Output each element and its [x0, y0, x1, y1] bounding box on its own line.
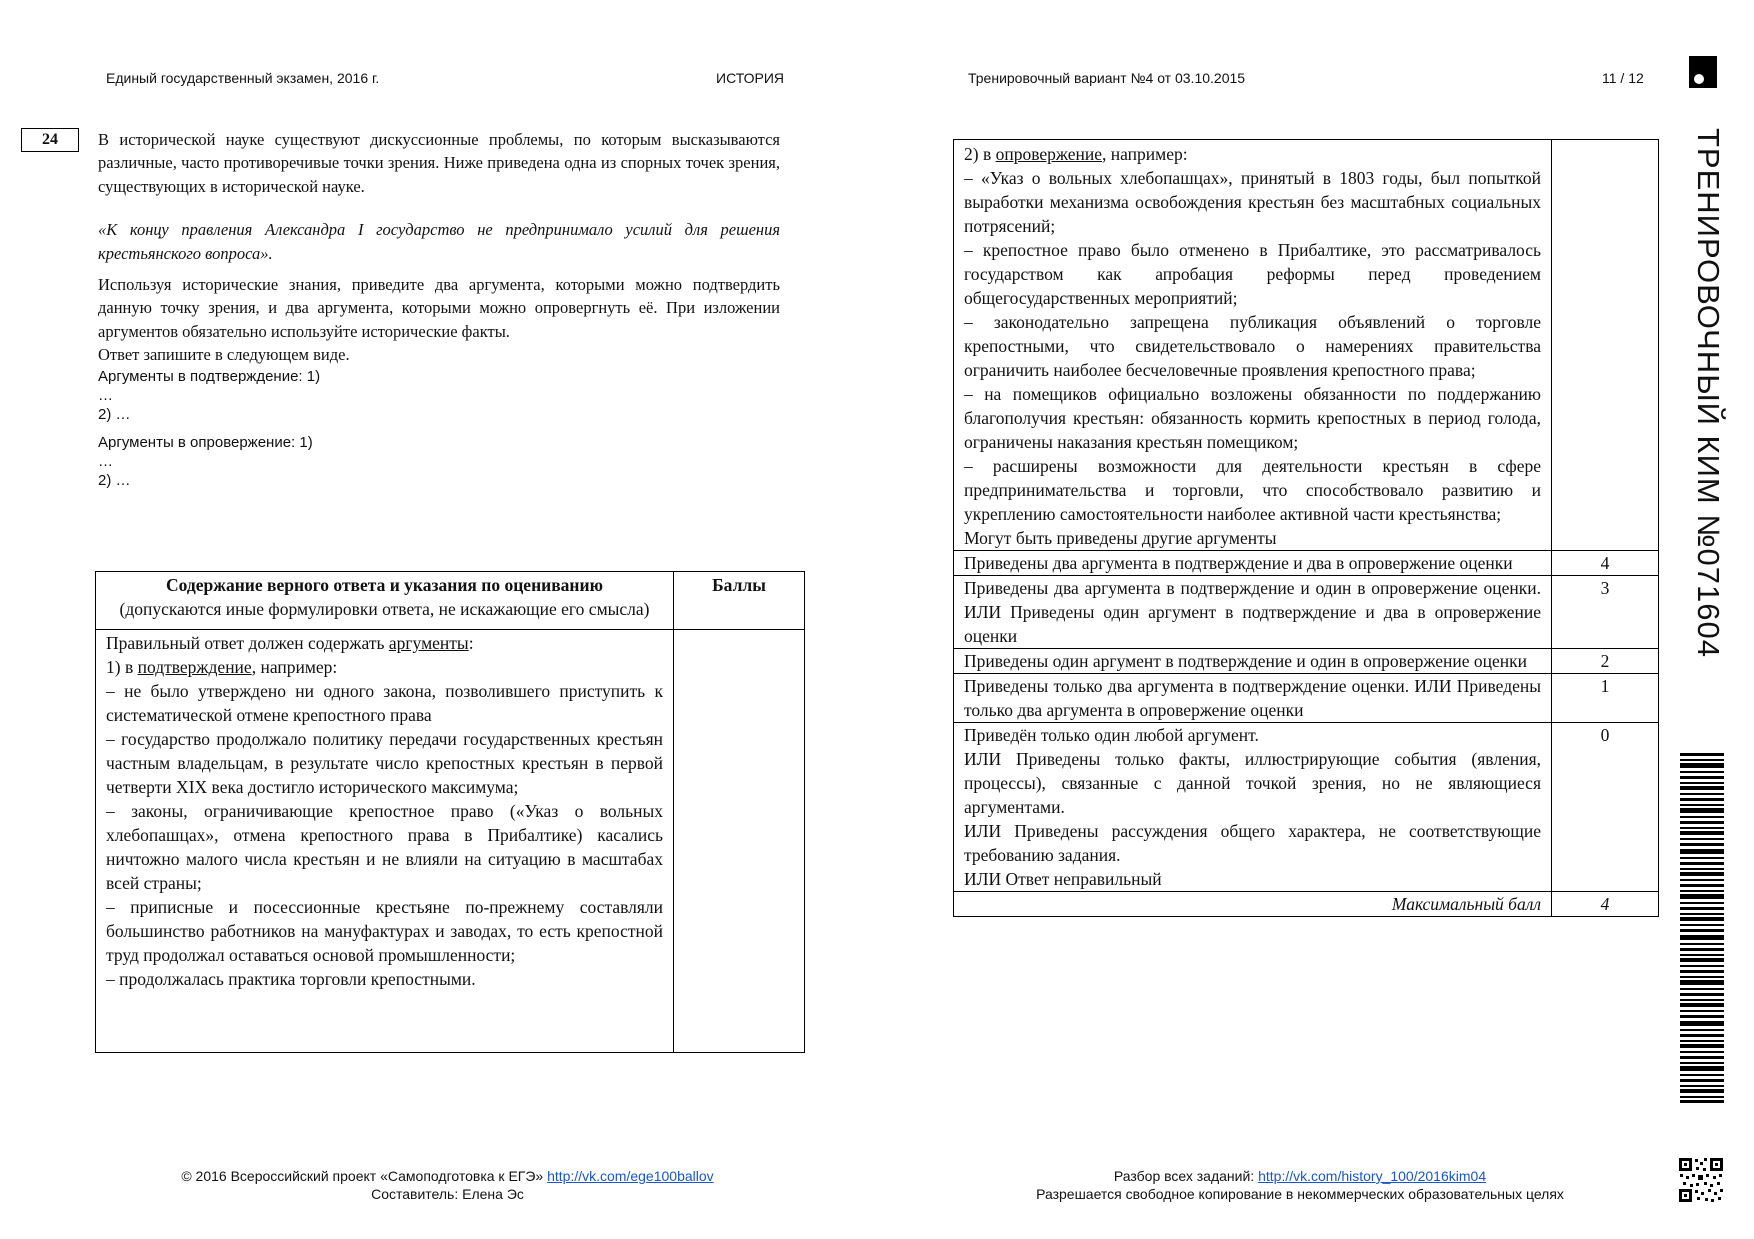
table-row	[954, 649, 1659, 674]
header-exam: Единый государственный экзамен, 2016 г.	[106, 70, 380, 86]
score-points: 2	[1552, 649, 1659, 674]
refute-item-2: 2) …	[98, 471, 131, 489]
score-criterion: Приведены два аргумента в подтверждение и два в опровержение оценки	[954, 551, 1552, 576]
table-header-content	[96, 572, 674, 630]
table-row	[954, 576, 1659, 649]
confirm-item-2: 2) …	[98, 405, 131, 423]
footer-right	[1020, 1167, 1580, 1203]
footer-copy-note: Разрешается свободное копирование в некоммерческих образовательных целях	[1036, 1186, 1564, 1202]
max-score-value: 4	[1552, 892, 1659, 917]
header-subject: ИСТОРИЯ	[716, 70, 785, 86]
header-note-text: (допускаются иные формулировки ответа, не искажающие его смысла)	[119, 599, 650, 619]
table-row	[954, 140, 1659, 551]
header-page-number: 11 / 12	[1602, 70, 1644, 86]
header-variant: Тренировочный вариант №4 от 03.10.2015	[968, 70, 1246, 86]
score-criterion: Приведены один аргумент в подтверждение и один в опровержение оценки	[954, 649, 1552, 674]
table-row	[954, 551, 1659, 576]
list-item: – продолжалась практика торговли крепостными.	[106, 969, 476, 990]
answer-content-cell	[96, 630, 674, 1053]
table-header-row	[96, 572, 805, 630]
task-answer-format: Ответ запишите в следующем виде.	[98, 345, 350, 365]
footer-link-vk-history[interactable]: http://vk.com/history_100/2016kim04	[1258, 1168, 1487, 1184]
list-item: – не было утверждено ни одного закона, позволившего приступить к систематической отмене крепостного права	[106, 681, 663, 726]
list-item: – «Указ о вольных хлебопашцах», принятый в 1803 годы, был попыткой выработки механизма освобождения крестьян без масштабных социальных потрясений;	[964, 168, 1541, 236]
score-points: 1	[1552, 674, 1659, 723]
footer-left	[160, 1167, 735, 1203]
refute-ellipsis: …	[98, 452, 113, 470]
grading-table-right	[953, 139, 1659, 917]
list-item: – государство продолжало политику передачи государственных крестьян частным владельцам, в результате число крепостных крестьян в первой четверти XIX века достигло исторического максимума;	[106, 729, 663, 798]
list-item: – расширены возможности для деятельности крестьян в сфере предпринимательства и торговли, что способствовало развитию и укреплению самостоятельности наиболее активной части крестьянства;	[964, 456, 1541, 524]
footer-link-vk-ege[interactable]: http://vk.com/ege100ballov	[547, 1168, 714, 1184]
task-instruction: Используя исторические знания, приведите два аргумента, которыми можно подтвердить данную точку зрения, и два аргумента, которыми можно опровергнуть её. При изложении аргументов обязательно используйте исторические факты.	[98, 275, 780, 341]
list-item: – на помещиков официально возложены обязанности по поддержанию благополучия крестьян: обязанность кормить крепостных в период голода, ограничены наказания крестьян помещиком;	[964, 384, 1541, 452]
barcode-icon	[1680, 753, 1724, 1103]
list-item: – законы, ограничивающие крепостное право («Указ о вольных хлебопашцах», отмена крепостного права в Прибалтике) касались ничтожно малого числа крестьян и не влияли на ситуацию в масштабах всей страны;	[106, 801, 663, 894]
other-arguments-note: Могут быть приведены другие аргументы	[964, 528, 1277, 548]
confirm-heading: 1) в подтверждение, например:	[106, 657, 338, 678]
refute-content-cell	[954, 140, 1552, 551]
task-body	[98, 128, 780, 491]
refute-heading: 2) в опровержение, например:	[964, 144, 1188, 164]
footer-copyright: © 2016 Всероссийский проект «Самоподготовка к ЕГЭ»	[181, 1168, 544, 1184]
corner-mark-icon	[1689, 56, 1717, 88]
table-row	[954, 723, 1659, 892]
confirm-ellipsis: …	[98, 386, 113, 404]
task-quote: «К концу правления Александра I государство не предпринимало усилий для решения крестьянского вопроса».	[98, 220, 780, 263]
qr-code-icon	[1678, 1157, 1724, 1203]
content-intro: Правильный ответ должен содержать аргументы:	[106, 633, 474, 654]
table-row-max	[954, 892, 1659, 917]
table-row	[96, 630, 805, 1053]
confirm-label: Аргументы в подтверждение: 1)	[98, 367, 321, 385]
points-cell-empty	[674, 630, 805, 1053]
footer-solutions-label: Разбор всех заданий:	[1113, 1168, 1255, 1184]
header-bold-text: Содержание верного ответа и указания по оцениванию	[166, 575, 603, 595]
grading-table-left	[95, 571, 805, 1053]
score-criterion: Приведены два аргумента в подтверждение и один в опровержение оценки. ИЛИ Приведены один аргумент в подтверждение и два в опровержение оценки	[954, 576, 1552, 649]
list-item: – законодательно запрещена публикация объявлений о торговле крепостными, что свидетельствовало о намерениях правительства ограничить наиболее бесчеловечные проявления крепостного права;	[964, 312, 1541, 380]
points-cell-empty	[1552, 140, 1659, 551]
refute-label: Аргументы в опровержение: 1)	[98, 433, 313, 451]
score-points: 3	[1552, 576, 1659, 649]
max-score-label: Максимальный балл	[954, 892, 1552, 917]
score-criterion: Приведены только два аргумента в подтверждение оценки. ИЛИ Приведены только два аргумента в опровержение оценки	[954, 674, 1552, 723]
side-title: ТРЕНИРОВОЧНЫЙ КИМ №071604	[1691, 128, 1726, 659]
table-row	[954, 674, 1659, 723]
score-points: 4	[1552, 551, 1659, 576]
footer-author: Составитель: Елена Эс	[371, 1186, 524, 1202]
task-number: 24	[21, 128, 79, 152]
list-item: – приписные и посессионные крестьяне по-прежнему составляли большинство работников на мануфактурах и заводах, то есть крепостной труд продолжал оставаться основой промышленности;	[106, 897, 663, 966]
score-points: 0	[1552, 723, 1659, 892]
task-intro: В исторической науке существуют дискуссионные проблемы, по которым высказываются различные, часто противоречивые точки зрения. Ниже приведена одна из спорных точек зрения, существующих в исторической науке.	[98, 130, 780, 196]
score-criterion-zero: Приведён только один любой аргумент. ИЛИ Приведены только факты, иллюстрирующие события (явления, процессы), связанные с данной точкой зрения, но не являющиеся аргументами. ИЛИ Приведены рассуждения общего характера, не соответствующие требованию задания. ИЛИ Ответ неправильный	[954, 723, 1552, 892]
table-header-points: Баллы	[674, 572, 805, 630]
list-item: – крепостное право было отменено в Прибалтике, это рассматривалось государством как апробация реформы перед проведением общегосударственных мероприятий;	[964, 240, 1541, 308]
